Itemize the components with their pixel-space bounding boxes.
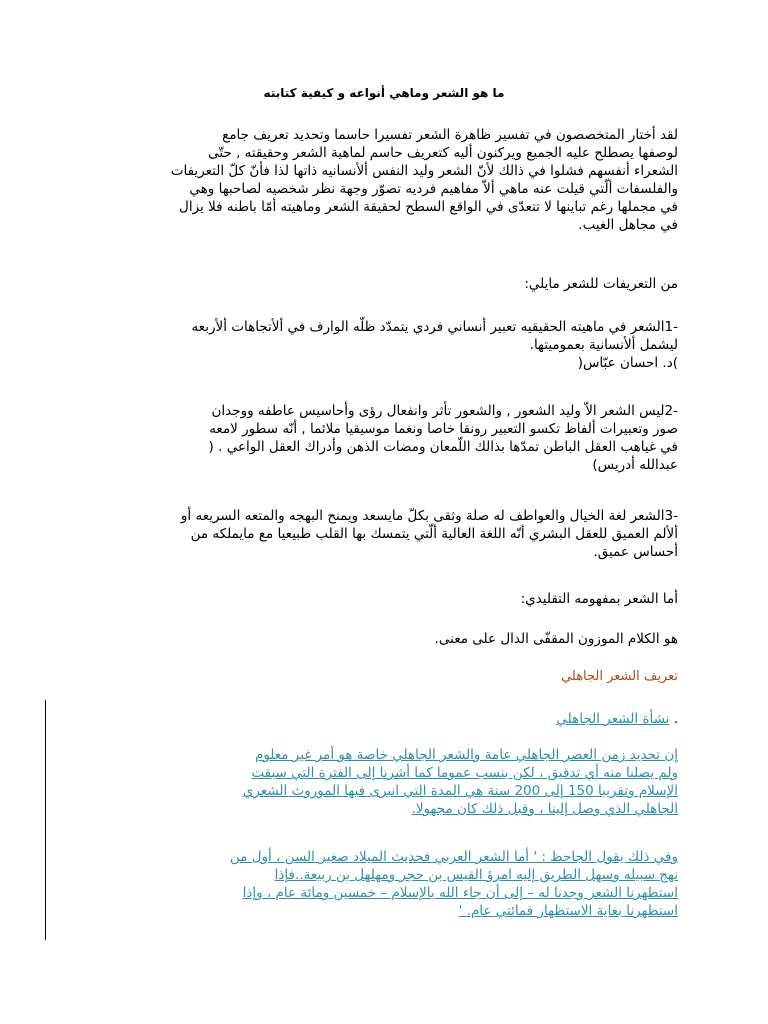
page-title: ما هو الشعر وماهي أنواعه و كيفية كتابته bbox=[263, 86, 505, 100]
definition-line: عبدالله أدريس) bbox=[592, 457, 678, 473]
traditional-intro bbox=[88, 590, 678, 608]
definitions-intro bbox=[88, 275, 678, 293]
definition-line: في غياهب العقل الباطن تمدّها بذالك اللّمعان ومضات الذهن وأدراك العقل الواعي . ( bbox=[208, 439, 678, 455]
intro-line: في مجاهل الغيب. bbox=[578, 217, 678, 233]
quote-line[interactable]: وفي ذلك يقول الجاحظ : ' أما الشعر العربي فحديث الميلاد صغير السن ، أول من bbox=[229, 849, 678, 865]
origin-line[interactable]: الجاهلي الذي وصل إلينا ، وقبل ذلك كان مجهولا. bbox=[411, 801, 678, 817]
intro-line: لوصفها يصطلح عليه الجميع ويركنون أليه كتعريف حاسم لماهية الشعر وحقيقته , حتّى bbox=[208, 145, 678, 161]
section-heading bbox=[88, 668, 678, 686]
definition-line: )د. احسان عبّاس( bbox=[577, 355, 678, 371]
origin-line[interactable]: الإسلام وتقريبا 150 إلى 200 سنة هي المدة التي انبرى فيها الموروث الشعري bbox=[242, 783, 678, 799]
definition-2 bbox=[88, 402, 678, 474]
definition-line: -2ليس الشعر الاّ وليد الشعور , والشعور تأثر وانفعال رؤى وأحاسيس عاطفه ووجدان bbox=[211, 403, 678, 419]
traditional-definition bbox=[88, 630, 678, 648]
jahiz-quote-paragraph bbox=[88, 848, 678, 920]
definition-1 bbox=[88, 318, 678, 372]
quote-line[interactable]: استظهرنا الشعر وجدنا له – إلى أن جاء الله بالإسلام – خمسين ومائة عام ، وإذا bbox=[242, 885, 678, 901]
origin-line[interactable]: ولم يصلنا منه أي تدقيق ، لكن بنسب عموما كما أشرنا إلى الفترة التي سبقت bbox=[251, 765, 678, 781]
traditional-intro-text: أما الشعر بمفهومه التقليدي: bbox=[520, 591, 678, 607]
definition-line: أحساس عميق. bbox=[593, 544, 678, 560]
quote-line[interactable]: استظهرنا بغاية الاستظهار فمائتي عام. ' bbox=[458, 903, 678, 919]
definitions-intro-text: من التعريفات للشعر مايلي: bbox=[524, 276, 678, 292]
intro-line: في مجملها رغم تباينها لا تتعدّى في الواقع السطح لحقيقة الشعر وماهيته أمّا باطنه فلا يزال bbox=[179, 199, 678, 215]
subheading bbox=[88, 710, 678, 728]
margin-line bbox=[45, 700, 46, 940]
intro-line: والفلسفات ألّتي قيلت عنه ماهي ألاّ مفاهيم فرديه تصوّر وجهة نظر شخصيه لصاحبها وهي bbox=[189, 181, 678, 197]
subheading-bullet: . bbox=[673, 711, 678, 727]
origin-line[interactable]: إن تحديد زمن العصر الجاهلي عامة والشعر الجاهلي خاصة هو أمر غير معلوم bbox=[254, 747, 678, 763]
section-heading-text: تعريف الشعر الجاهلي bbox=[561, 669, 678, 684]
traditional-definition-text: هو الكلام الموزون المقفّى الدال على معنى. bbox=[434, 631, 678, 647]
quote-line[interactable]: نهج سبيله وسهل الطريق إليه امرؤ القيس بن حجر ومهلهل بن ربيعة..فإذا bbox=[274, 867, 678, 883]
definition-3 bbox=[88, 507, 678, 561]
definition-line: -1الشعر في ماهيته الحقيقيه تعبير أنساني فردي يتمدّد ظلّه الوارف في ألأتجاهات ألأربعه bbox=[191, 319, 678, 335]
origin-paragraph bbox=[88, 746, 678, 818]
intro-line: لقد أختار المتخصصون في تفسير ظاهرة الشعر تفسيرا حاسما وتحديد تعريف جامع bbox=[222, 127, 678, 143]
definition-line: صور وتعبيرات ألفاظ تكسو التعبير رونقا خاصا ونغما موسيقيا ملائما , أنّه سطور لامعه bbox=[209, 421, 678, 437]
definition-line: ليشمل ألأنسانية بعموميتها. bbox=[529, 337, 678, 353]
definition-line: ألألم العميق للعقل البشري أنّه اللغة العالية ألّتي يتمسك بها القلب طبيعيا مع مايملكه من bbox=[190, 526, 678, 542]
subheading-link[interactable]: نشأة الشعر الجاهلي bbox=[556, 711, 670, 727]
intro-line: الشعراء أنفسهم فشلوا في ذالك لأنّ الشعر وليد النفس ألأنسانيه ذاتها لذا فأنّ كلّ التعريفات bbox=[170, 163, 678, 179]
intro-paragraph bbox=[88, 126, 678, 234]
definition-line: -3الشعر لغة الخيال والعواطف له صلة وثقى بكلّ مايسعد ويمنح البهجه والمتعه السريعه أو bbox=[180, 508, 678, 524]
